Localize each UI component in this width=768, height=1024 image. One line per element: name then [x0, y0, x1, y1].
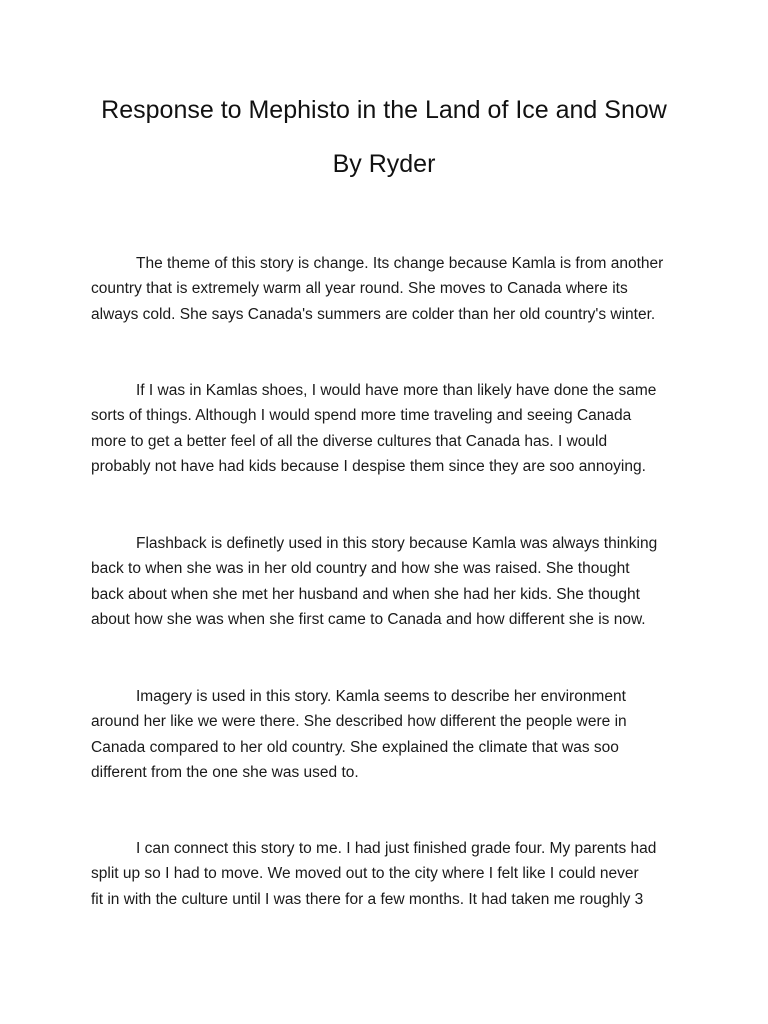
document-title: Response to Mephisto in the Land of Ice and Snow [101, 96, 667, 124]
paragraph-line: more to get a better feel of all the diverse cultures that Canada has. I would [91, 432, 608, 450]
document-byline: By Ryder [332, 150, 436, 178]
paragraph-line: I can connect this story to me. I had just finished grade four. My parents had [136, 840, 657, 857]
paragraph-line: The theme of this story is change. Its change because Kamla is from another [136, 255, 664, 272]
paragraph-line: always cold. She says Canada's summers are colder than her old country's winter. [91, 305, 656, 323]
paragraph-line: split up so I had to move. We moved out to the city where I felt like I could never [91, 865, 639, 883]
paragraph-connection [91, 836, 691, 912]
paragraph-line: back about when she met her husband and when she had her kids. She thought [91, 585, 640, 603]
paragraph-imagery [91, 684, 691, 786]
paragraph-line: fit in with the culture until I was there for a few months. It had taken me roughly 3 [91, 890, 644, 908]
paragraph-line: country that is extremely warm all year round. She moves to Canada where its [91, 280, 628, 298]
paragraph-line: probably not have had kids because I despise them since they are soo annoying. [91, 458, 646, 476]
paragraph-line: Canada compared to her old country. She explained the climate that was soo [91, 738, 619, 756]
paragraph-flashback [91, 531, 691, 633]
paragraph-line: Imagery is used in this story. Kamla seems to describe her environment [136, 688, 626, 705]
paragraph-kamlas-shoes [91, 378, 691, 480]
paragraph-line: If I was in Kamlas shoes, I would have more than likely have done the same [136, 382, 657, 399]
paragraph-line: back to when she was in her old country and how she was raised. She thought [91, 560, 630, 578]
paragraph-line: sorts of things. Although I would spend more time traveling and seeing Canada [91, 407, 632, 425]
paragraph-line: different from the one she was used to. [91, 764, 359, 782]
paragraph-line: Flashback is definetly used in this story because Kamla was always thinking [136, 535, 658, 552]
paragraph-theme [91, 251, 691, 327]
paragraph-line: around her like we were there. She described how different the people were in [91, 713, 627, 731]
paragraph-line: about how she was when she first came to Canada and how different she is now. [91, 611, 646, 629]
